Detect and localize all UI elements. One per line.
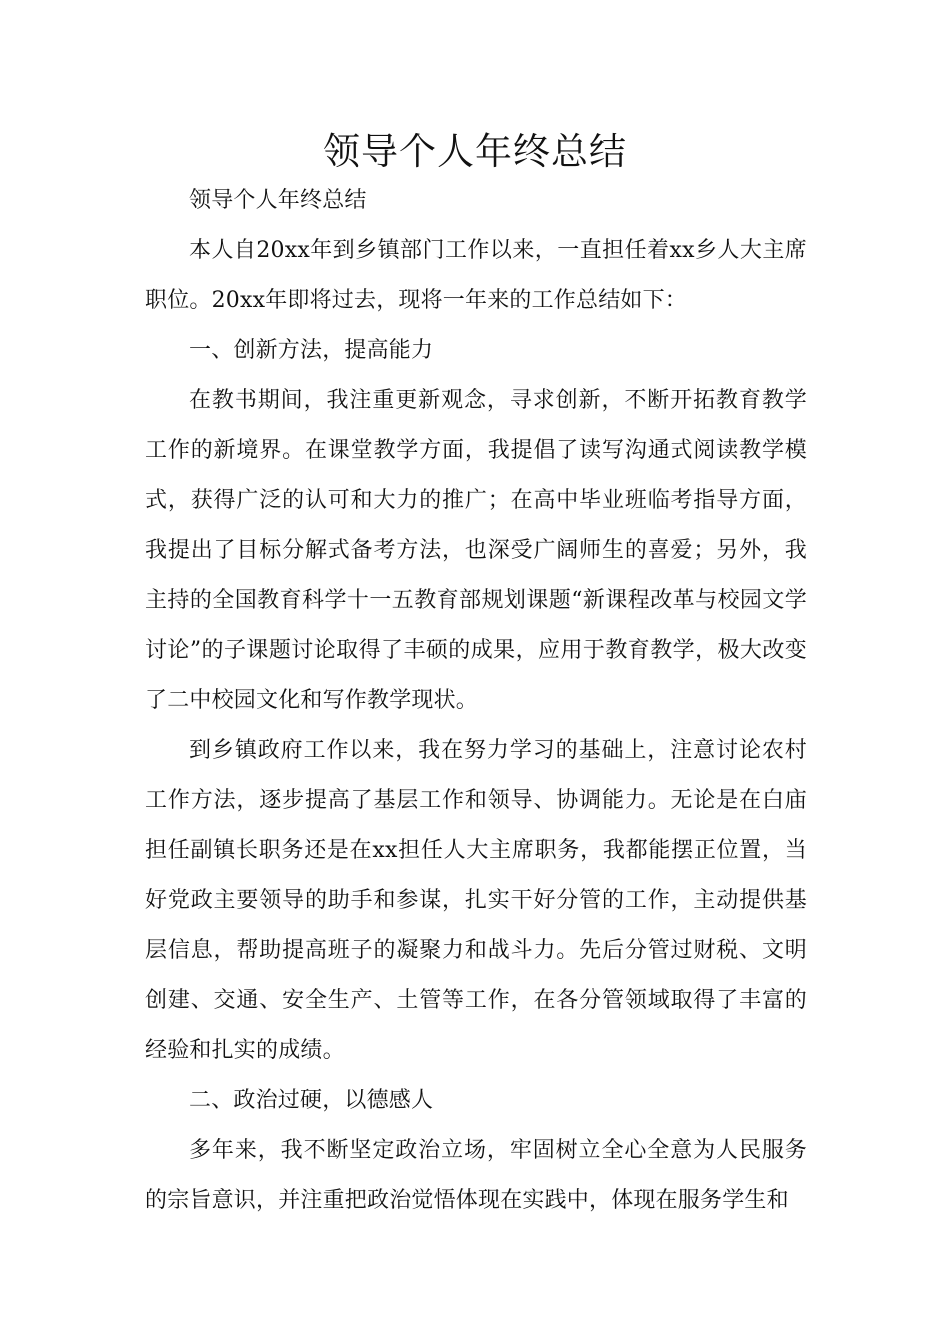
document-body [145,176,807,1226]
section-heading-1: 一、创新方法，提高能力 [189,338,434,363]
section-heading-2: 二、政治过硬，以德感人 [189,1088,434,1113]
body-paragraph: 多年来，我不断坚定政治立场，牢固树立全心全意为人民服务的宗旨意识，并注重把政治觉悟体现在实践中，体现在服务学生和 [145,1138,807,1213]
document-title: 领导个人年终总结 [323,130,627,173]
intro-paragraph: 本人自20xx年到乡镇部门工作以来，一直担任着xx乡人大主席职位。20xx年即将过去，现将一年来的工作总结如下： [145,238,807,313]
subtitle-paragraph: 领导个人年终总结 [189,188,367,213]
body-paragraph: 在教书期间，我注重更新观念，寻求创新，不断开拓教育教学工作的新境界。在课堂教学方面，我提倡了读写沟通式阅读教学模式，获得广泛的认可和大力的推广；在高中毕业班临考指导方面，我提出了目标分解式备考方法，也深受广阔师生的喜爱；另外，我主持的全国教育科学十一五教育部规划课题“新课程改革与校园文学讨论”的子课题讨论取得了丰硕的成果，应用于教育教学，极大改变了二中校园文化和写作教学现状。 [145,388,807,713]
body-paragraph: 到乡镇政府工作以来，我在努力学习的基础上，注意讨论农村工作方法，逐步提高了基层工作和领导、协调能力。无论是在白庙担任副镇长职务还是在xx担任人大主席职务，我都能摆正位置，当好党政主要领导的助手和参谋，扎实干好分管的工作，主动提供基层信息，帮助提高班子的凝聚力和战斗力。先后分管过财税、文明创建、交通、安全生产、土管等工作，在各分管领域取得了丰富的经验和扎实的成绩。 [145,738,807,1063]
